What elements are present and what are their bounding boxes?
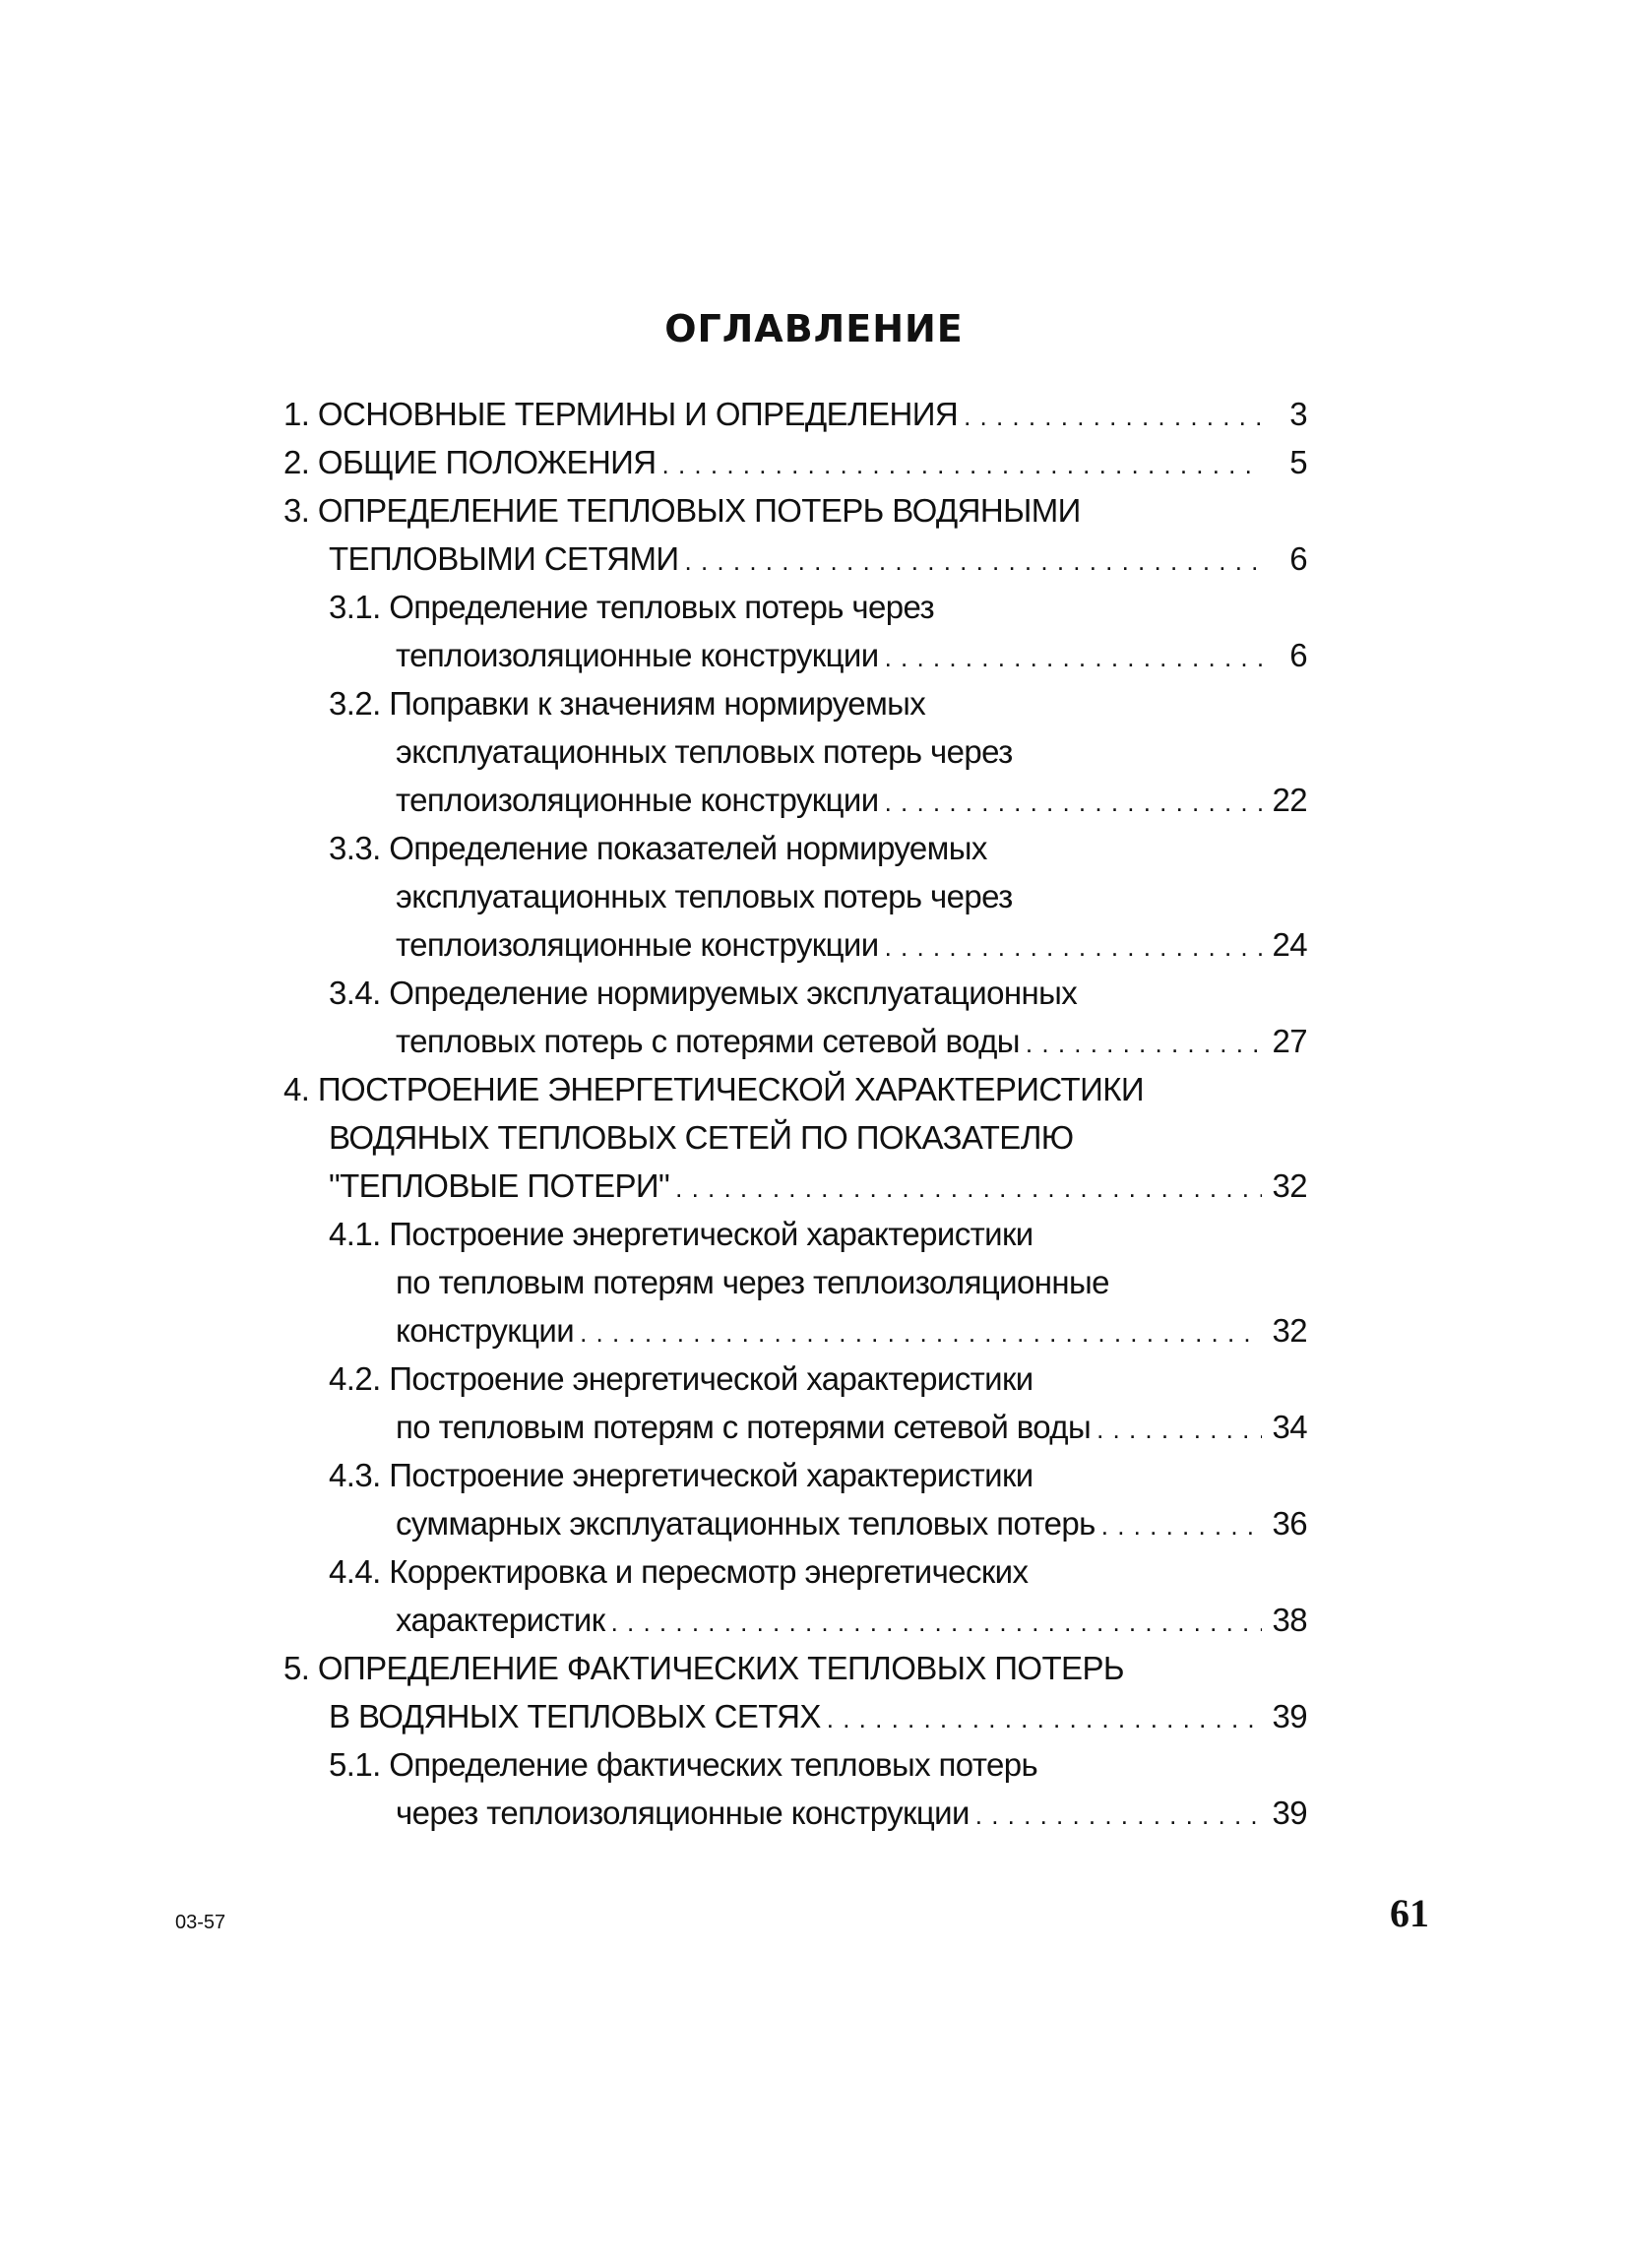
footer-code: 03-57 — [175, 1912, 226, 1933]
toc-entry-text: 2. ОБЩИЕ ПОЛОЖЕНИЯ — [283, 444, 657, 480]
toc-entry-text: "ТЕПЛОВЫЕ ПОТЕРИ" — [329, 1167, 670, 1204]
toc-entry-text: 4.2. Построение энергетической характеристики — [329, 1360, 1033, 1397]
toc-leader-dots — [1101, 1502, 1262, 1550]
toc-entry — [283, 486, 1307, 535]
toc-leader-dots — [885, 923, 1262, 972]
toc-entry-text: 4. ПОСТРОЕНИЕ ЭНЕРГЕТИЧЕСКОЙ ХАРАКТЕРИСТИКИ — [283, 1071, 1144, 1107]
toc-entry-text: 5. ОПРЕДЕЛЕНИЕ ФАКТИЧЕСКИХ ТЕПЛОВЫХ ПОТЕРЬ — [283, 1650, 1124, 1686]
toc-entry-text: 3.1. Определение тепловых потерь через — [329, 589, 935, 625]
toc-entry-text: теплоизоляционные конструкции — [396, 782, 879, 818]
toc-leader-dots — [685, 537, 1262, 586]
toc-subentry-continuation — [283, 1403, 1307, 1451]
toc-entry-page: 39 — [1272, 1698, 1307, 1734]
toc-leader-dots — [662, 441, 1262, 489]
toc-leader-dots — [580, 1309, 1262, 1357]
toc-entry-continuation — [283, 1692, 1307, 1740]
toc-entry-text: теплоизоляционные конструкции — [396, 637, 879, 673]
toc-subentry-continuation — [283, 776, 1307, 824]
toc-subentry — [283, 1210, 1307, 1258]
toc-entry-text: конструкции — [396, 1312, 575, 1349]
toc-entry-page: 6 — [1289, 540, 1307, 577]
toc-entry-text: характеристик — [396, 1602, 605, 1638]
toc-entry-text: по тепловым потерям через теплоизоляционные — [396, 1264, 1109, 1300]
toc-entry-text: 5.1. Определение фактических тепловых потерь — [329, 1746, 1038, 1783]
toc-subentry-continuation — [283, 1499, 1307, 1547]
toc-entry — [283, 438, 1307, 486]
toc-entry-continuation — [283, 535, 1307, 583]
toc-entry-page: 32 — [1272, 1312, 1307, 1349]
toc-entry-page: 27 — [1272, 1023, 1307, 1059]
toc-entry-page: 3 — [1289, 396, 1307, 432]
page-title: ОГЛАВЛЕНИЕ — [664, 307, 964, 350]
toc-subentry-continuation — [283, 920, 1307, 969]
toc-entry-page: 34 — [1272, 1409, 1307, 1445]
toc-subentry-continuation — [283, 1596, 1307, 1644]
toc-entry-page: 22 — [1272, 782, 1307, 818]
toc-entry-text: суммарных эксплуатационных тепловых потерь — [396, 1505, 1096, 1542]
toc-entry-text: 3.3. Определение показателей нормируемых — [329, 830, 987, 866]
toc-entry-text: тепловых потерь с потерями сетевой воды — [396, 1023, 1020, 1059]
toc-subentry-continuation — [283, 631, 1307, 679]
toc-leader-dots — [975, 1792, 1262, 1840]
toc-leader-dots — [675, 1165, 1262, 1213]
toc-entry-page: 36 — [1272, 1505, 1307, 1542]
toc-entry-text: по тепловым потерям с потерями сетевой воды — [396, 1409, 1092, 1445]
toc-subentry — [283, 679, 1307, 727]
toc-subentry-continuation — [283, 1789, 1307, 1837]
toc-entry-text: 1. ОСНОВНЫЕ ТЕРМИНЫ И ОПРЕДЕЛЕНИЯ — [283, 396, 959, 432]
toc-entry — [283, 1065, 1307, 1113]
toc-entry-page: 39 — [1272, 1795, 1307, 1831]
toc-leader-dots — [827, 1695, 1262, 1743]
toc-subentry-continuation — [283, 1017, 1307, 1065]
toc-entry-text: В ВОДЯНЫХ ТЕПЛОВЫХ СЕТЯХ — [329, 1698, 821, 1734]
toc-entry-page: 32 — [1272, 1167, 1307, 1204]
toc-subentry — [283, 1354, 1307, 1403]
toc-entry-continuation — [283, 1113, 1307, 1162]
toc-entry-text: теплоизоляционные конструкции — [396, 926, 879, 963]
toc-entry-text: через теплоизоляционные конструкции — [396, 1795, 970, 1831]
toc-leader-dots — [885, 634, 1262, 682]
toc-leader-dots — [964, 393, 1262, 441]
toc-subentry — [283, 1740, 1307, 1789]
toc-subentry-continuation — [283, 727, 1307, 776]
toc-entry-continuation — [283, 1162, 1307, 1210]
page-number: 61 — [1390, 1891, 1429, 1935]
toc-subentry — [283, 1451, 1307, 1499]
toc-leader-dots — [611, 1599, 1262, 1647]
toc-entry — [283, 1644, 1307, 1692]
toc-subentry-continuation — [283, 872, 1307, 920]
toc-entry-page: 6 — [1289, 637, 1307, 673]
toc-entry-text: 3.4. Определение нормируемых эксплуатационных — [329, 975, 1078, 1011]
toc-entry — [283, 390, 1307, 438]
toc-leader-dots — [885, 779, 1262, 827]
toc-subentry-continuation — [283, 1258, 1307, 1306]
toc-entry-text: ТЕПЛОВЫМИ СЕТЯМИ — [329, 540, 679, 577]
toc-entry-text: 4.3. Построение энергетической характеристики — [329, 1457, 1033, 1493]
toc-entry-page: 5 — [1289, 444, 1307, 480]
toc-subentry — [283, 1547, 1307, 1596]
toc-entry-text: 4.1. Построение энергетической характеристики — [329, 1216, 1033, 1252]
toc-entry-text: эксплуатационных тепловых потерь через — [396, 733, 1013, 770]
toc-entry-page: 24 — [1272, 926, 1307, 963]
table-of-contents — [283, 390, 1307, 1837]
toc-entry-page: 38 — [1272, 1602, 1307, 1638]
toc-subentry — [283, 824, 1307, 872]
toc-entry-text: 3. ОПРЕДЕЛЕНИЕ ТЕПЛОВЫХ ПОТЕРЬ ВОДЯНЫМИ — [283, 492, 1081, 529]
toc-entry-text: эксплуатационных тепловых потерь через — [396, 878, 1013, 914]
toc-subentry-continuation — [283, 1306, 1307, 1354]
toc-entry-text: 4.4. Корректировка и пересмотр энергетических — [329, 1553, 1029, 1590]
toc-leader-dots — [1026, 1020, 1262, 1068]
toc-entry-text: 3.2. Поправки к значениям нормируемых — [329, 685, 926, 722]
toc-subentry — [283, 969, 1307, 1017]
toc-leader-dots — [1096, 1406, 1262, 1454]
toc-subentry — [283, 583, 1307, 631]
toc-entry-text: ВОДЯНЫХ ТЕПЛОВЫХ СЕТЕЙ ПО ПОКАЗАТЕЛЮ — [329, 1119, 1074, 1156]
